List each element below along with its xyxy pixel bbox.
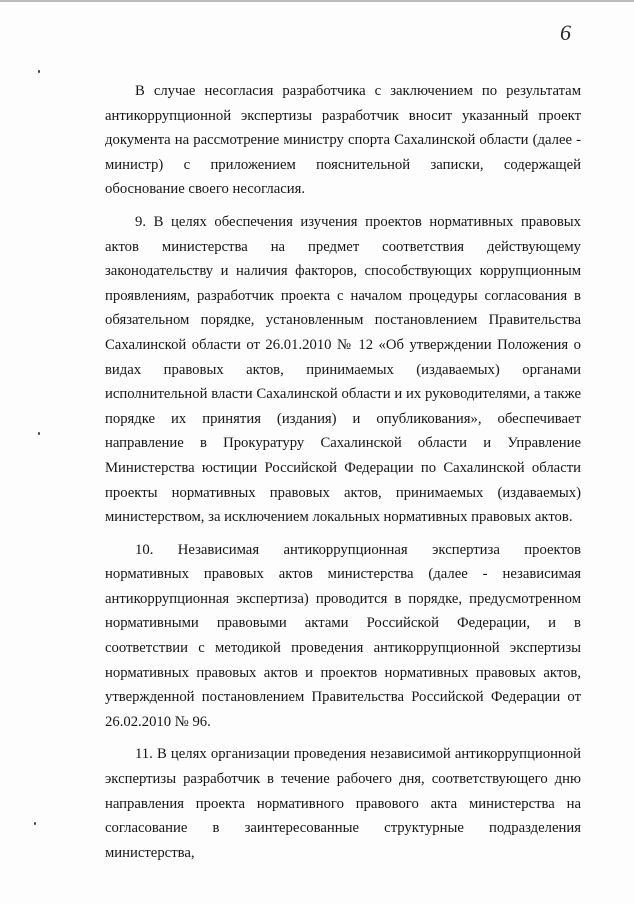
paragraph-disagreement: В случае несогласия разработчика с заключением по результатам антикоррупционной экспертизы разработчик вносит указанный проект документа на рассмотрение министру спорта Сахалинской области (далее - министр) с приложением пояснительной записки, содержащей обоснование своего несогласия. [105, 83, 581, 198]
paragraph-9: 9. В целях обеспечения изучения проектов нормативных правовых актов министерства на предмет соответствия действующему законодательству и наличия факторов, способствующих коррупционным проявлениям, разработчик проекта с началом процедуры согласования в обязательном порядке, установленным постановлением Правительства Сахалинской области от 26.01.2010 № 12 «Об утверждении Положения о видах правовых актов, принимаемых (издаваемых) органами исполнительной власти Сахалинской области и их руководителями, а также порядке их принятия (издания) и опубликования», обеспечивает направление в Прокуратуру Сахалинской области и Управление Министерства юстиции Российской Федерации по Сахалинской области проекты нормативных правовых актов, принимаемых (издаваемых) министерством, за исключением локальных нормативных правовых актов. [105, 213, 581, 526]
page-number: 6 [560, 20, 571, 45]
paragraph-11: 11. В целях организации проведения независимой антикоррупционной экспертизы разработчик в течение рабочего дня, соответствующего дню направления проекта нормативного правового акта министерства на согласование в заинтересованные структурные подразделения министерства, [105, 746, 581, 861]
scan-speck [38, 432, 40, 435]
document-body [105, 79, 581, 865]
paragraph-10: 10. Независимая антикоррупционная экспертиза проектов нормативных правовых актов министерства (далее - независимая антикоррупционная экспертиза) проводится в порядке, предусмотренном нормативными правовыми актами Российской Федерации, и в соответствии с методикой проведения антикоррупционной экспертизы нормативных правовых актов и проектов нормативных правовых актов, утвержденной постановлением Правительства Российской Федерации от 26.02.2010 № 96. [105, 541, 581, 730]
scan-speck [34, 822, 36, 825]
scan-speck [38, 70, 40, 73]
scan-edge [0, 0, 634, 2]
